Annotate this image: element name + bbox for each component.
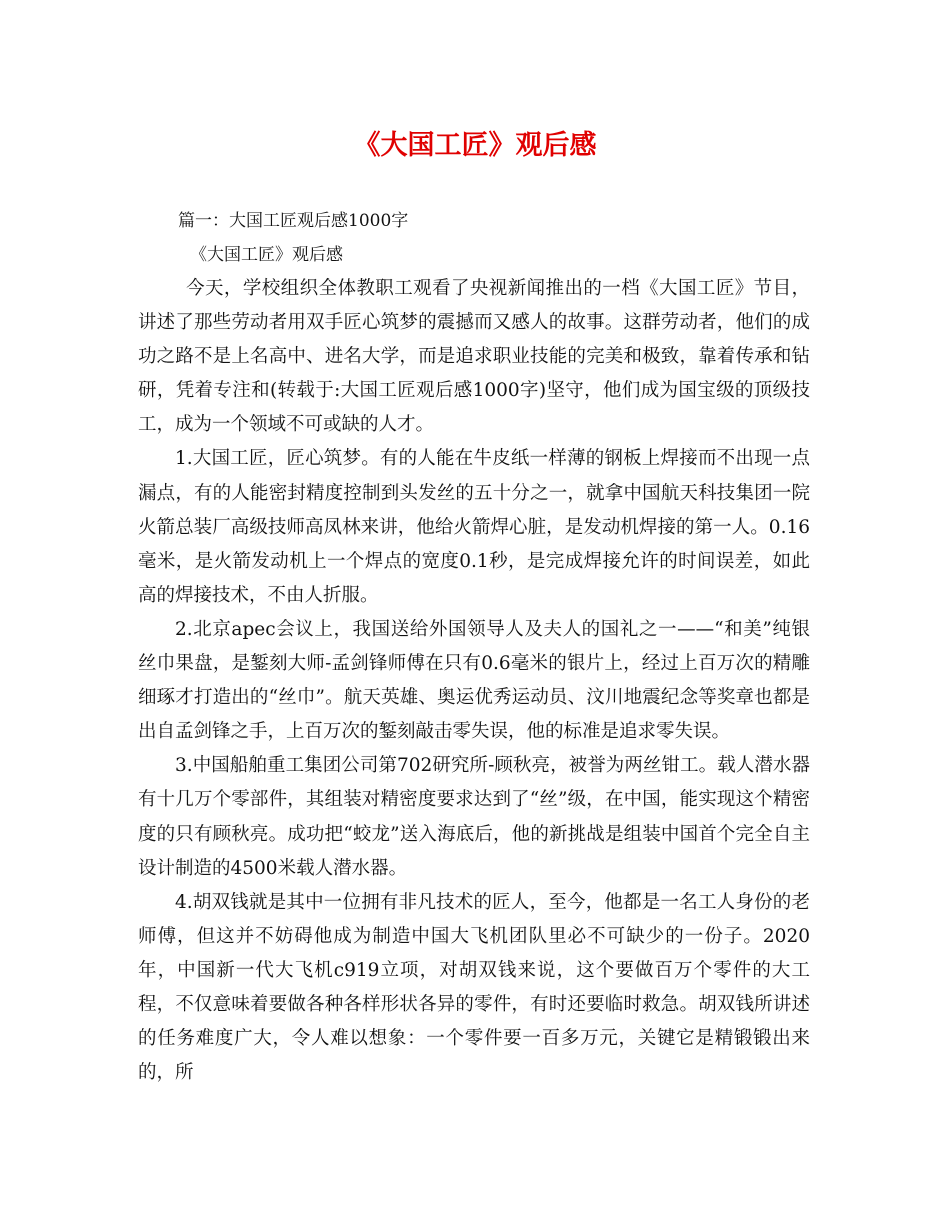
paragraph-3: 3.中国船舶重工集团公司第702研究所-顾秋亮，被誉为两丝钳工。载人潜水器有十几万个零部件，其组装对精密度要求达到了“丝”级，在中国，能实现这个精密度的只有顾秋亮。成功把“蛟龙”送入海底后，他的新挑战是组装中国首个完全自主设计制造的4500米载人潜水器。 <box>138 755 810 879</box>
paragraph-4: 4.胡双钱就是其中一位拥有非凡技术的匠人，至今，他都是一名工人身份的老师傅，但这并不妨碍他成为制造中国大飞机团队里必不可缺少的一份子。2020年，中国新一代大飞机c919立项，对胡双钱来说，这个要做百万个零件的大工程，不仅意味着要做各种各样形状各异的零件，有时还要临时救急。胡双钱所讲述的任务难度广大，令人难以想象：一个零件要一百多万元，关键它是精锻锻出来的，所 <box>138 891 810 1084</box>
section-heading: 篇一：大国工匠观后感1000字 <box>178 211 409 231</box>
sub-title: 《大国工匠》观后感 <box>190 245 343 265</box>
paragraph-intro: 今天，学校组织全体教职工观看了央视新闻推出的一档《大国工匠》节目，讲述了那些劳动者用双手匠心筑梦的震撼而又感人的故事。这群劳动者，他们的成功之路不是上名高中、进名大学，而是追求职业技能的完美和极致，靠着传承和钻研，凭着专注和(转载于:大国工匠观后感1000字)坚守，他们成为国宝级的顶级技工，成为一个领域不可或缺的人才。 <box>138 278 810 436</box>
document-body <box>138 272 810 1090</box>
paragraph-1: 1.大国工匠，匠心筑梦。有的人能在牛皮纸一样薄的钢板上焊接而不出现一点漏点，有的人能密封精度控制到头发丝的五十分之一，就拿中国航天科技集团一院火箭总装厂高级技师高凤林来讲，他给火箭焊心脏，是发动机焊接的第一人。0.16毫米，是火箭发动机上一个焊点的宽度0.1秒，是完成焊接允许的时间误差，如此高的焊接技术，不由人折服。 <box>138 448 810 606</box>
paragraph-2: 2.北京apec会议上，我国送给外国领导人及夫人的国礼之一——“和美”纯银丝巾果盘，是錾刻大师-孟剑锋师傅在只有0.6毫米的银片上，经过上百万次的精雕细琢才打造出的“丝巾”。航天英雄、奥运优秀运动员、汶川地震纪念等奖章也都是出自孟剑锋之手，上百万次的錾刻敲击零失误，他的标准是追求零失误。 <box>138 618 810 743</box>
document-title: 《大国工匠》观后感 <box>353 130 597 161</box>
